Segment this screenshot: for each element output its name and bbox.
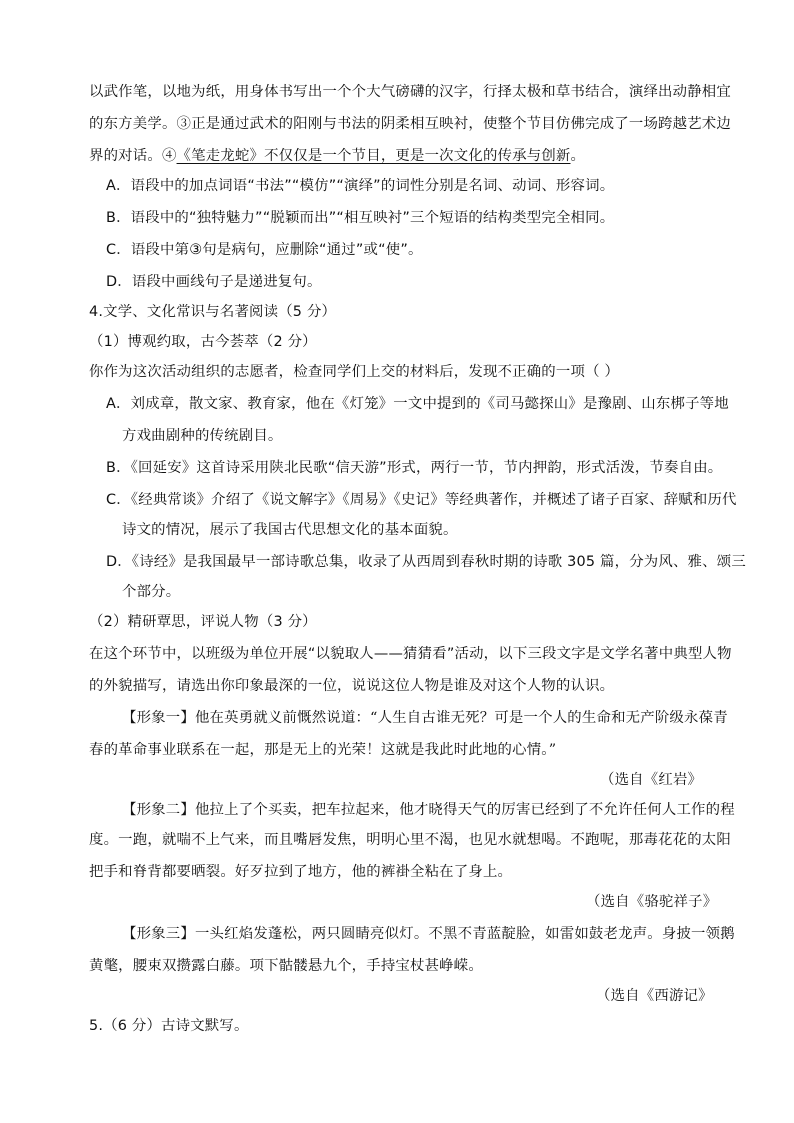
passage-line-3-end: 。 bbox=[570, 148, 586, 164]
image-two-text1: 他拉上了个买卖，把车拉起来，他才晓得天气的厉害已经到了不允许任何人工作的程 bbox=[194, 802, 735, 818]
q4-sub1: （1）博观约取，古今荟萃（2 分） bbox=[89, 334, 317, 350]
q3-option-c: C．语段中第③句是病句，应删除“通过”或“使”。 bbox=[106, 242, 423, 258]
q4-option-c-line1: C．《经典常谈》介绍了《说文解字》《周易》《史记》等经典著作，并概述了诸子百家、辞赋和历代 bbox=[106, 492, 737, 508]
passage-line-3-start: 界的对话。④ bbox=[89, 148, 177, 164]
passage-line-2: 的东方美学。③正是通过武术的阳刚与书法的阴柔相互映衬，使整个节目仿佛完成了一场跨越艺术边 bbox=[89, 116, 731, 132]
image-one-text1: 他在英勇就义前慨然说道：“人生自古谁无死？可是一个人的生命和无产阶级永葆青 bbox=[194, 710, 728, 726]
image-two-tag: 【形象二】 bbox=[122, 802, 195, 818]
q4-sub2: （2）精研覃思，评说人物（3 分） bbox=[89, 614, 317, 630]
image-three-line1 bbox=[122, 924, 735, 944]
q4-stem2-line1: 在这个环节中，以班级为单位开展“以貌取人——猜猜看”活动，以下三段文字是文学名著中典型人物 bbox=[89, 646, 732, 662]
image-two-line1 bbox=[122, 800, 735, 820]
image-one-line1 bbox=[122, 708, 728, 728]
image-one-line2: 春的革命事业联系在一起，那是无上的光荣！这就是我此时此地的心情。” bbox=[89, 742, 557, 758]
image-three-tag: 【形象三】 bbox=[122, 926, 195, 942]
image-one-source: （选自《红岩》 bbox=[600, 772, 703, 788]
q4-option-c-line2: 诗文的情况，展示了我国古代思想文化的基本面貌。 bbox=[122, 522, 458, 538]
q3-option-b: B．语段中的“独特魅力”“脱颖而出”“相互映衬”三个短语的结构类型完全相同。 bbox=[106, 210, 615, 226]
underlined-sentence: 《笔走龙蛇》不仅仅是一个节目，更是一次文化的传承与创新 bbox=[176, 148, 571, 164]
q4-option-a-line2: 方戏曲剧种的传统剧目。 bbox=[122, 428, 283, 444]
passage-line-1: 以武作笔，以地为纸，用身体书写出一个个大气磅礴的汉字，行择太极和草书结合，演绎出动静相宜 bbox=[89, 84, 731, 100]
q3-option-a: A．语段中的加点词语“书法”“模仿”“演绎”的词性分别是名词、动词、形容词。 bbox=[106, 178, 615, 194]
image-one-tag: 【形象一】 bbox=[122, 710, 195, 726]
q4-title: 4.文学、文化常识与名著阅读（5 分） bbox=[89, 304, 337, 320]
image-two-source: （选自《骆驼祥子》 bbox=[586, 894, 718, 910]
image-three-source: （选自《西游记》 bbox=[596, 988, 713, 1004]
image-two-line2: 度。一跑，就喘不上气来，而且嘴唇发焦，明明心里不渴，也见水就想喝。不跑呢，那毒花花的太阳 bbox=[89, 832, 731, 848]
q3-option-d: D．语段中画线句子是递进复句。 bbox=[106, 274, 322, 290]
image-two-line3: 把手和脊背都要晒裂。好歹拉到了地方，他的裤褂全粘在了身上。 bbox=[89, 864, 513, 880]
q5-title: 5.（6 分）古诗文默写。 bbox=[89, 1018, 249, 1034]
image-three-text1: 一头红焰发蓬松，两只圆睛亮似灯。不黑不青蓝靛脸，如雷如鼓老龙声。身披一领鹅 bbox=[194, 926, 735, 942]
q4-stem: 你作为这次活动组织的志愿者，检查同学们上交的材料后，发现不正确的一项（ ） bbox=[89, 364, 620, 380]
passage-line-3 bbox=[89, 146, 585, 166]
q4-stem2-line2: 的外貌描写，请选出你印象最深的一位，说说这位人物是谁及对这个人物的认识。 bbox=[89, 678, 615, 694]
q4-option-a-line1: A．刘成章，散文家、教育家，他在《灯笼》一文中提到的《司马懿探山》是豫剧、山东梆子等地 bbox=[106, 396, 729, 412]
q4-option-d-line2: 个部分。 bbox=[122, 584, 181, 600]
q4-option-d-line1: D．《诗经》是我国最早一部诗歌总集，收录了从西周到春秋时期的诗歌 305 篇，分为风、雅、颂三 bbox=[106, 554, 746, 570]
image-three-line2: 黄氅，腰束双攒露白藤。项下骷髅悬九个，手持宝杖甚峥嵘。 bbox=[89, 958, 483, 974]
q4-option-b: B．《回延安》这首诗采用陕北民歌“信天游”形式，两行一节，节内押韵，形式活泼，节奏自由。 bbox=[106, 460, 723, 476]
